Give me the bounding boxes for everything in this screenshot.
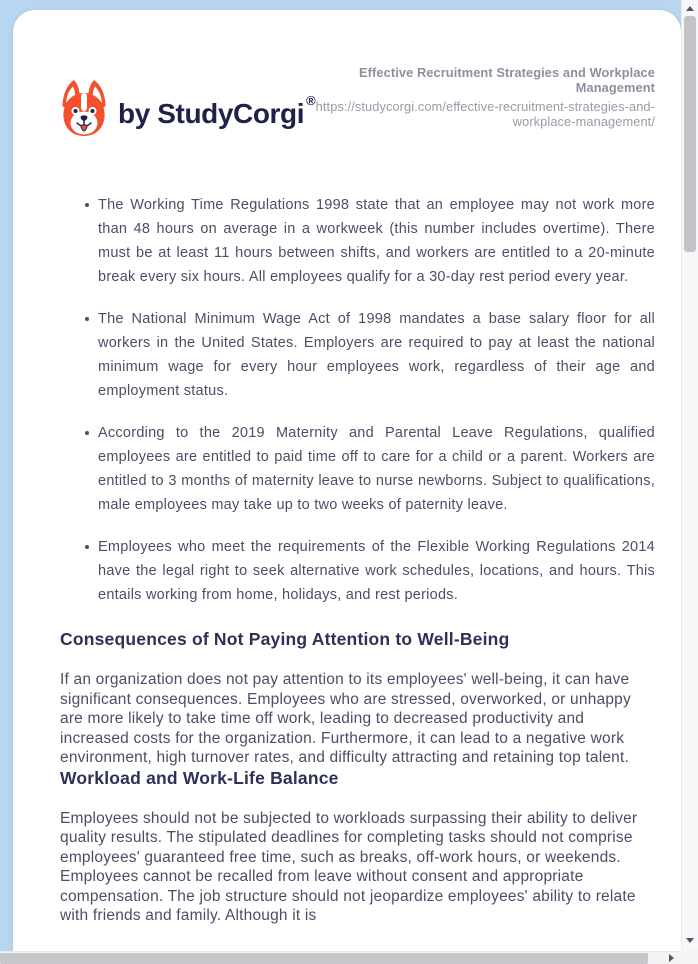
horizontal-scrollbar-thumb[interactable] xyxy=(0,953,648,964)
studycorgi-logo xyxy=(60,72,315,143)
horizontal-scrollbar[interactable] xyxy=(0,951,681,964)
section-heading: Consequences of Not Paying Attention to Well-Being xyxy=(60,629,510,649)
document-meta xyxy=(315,66,655,129)
regulations-bullet-list xyxy=(60,193,655,607)
brand-text: by StudyCorgi ® xyxy=(118,93,316,129)
list-item: The National Minimum Wage Act of 1998 mandates a base salary floor for all workers in the United States. Employers are required to pay at least the national minimum wage for every hour employees work, regardless of their age and employment status. xyxy=(60,307,655,403)
section-paragraph: Employees should not be subjected to workloads surpassing their ability to deliver quality results. The stipulated deadlines for completing tasks should not comprise employees' guaranteed free time, such as breaks, off-work hours, or weekends. Employees cannot be recalled from leave without consent and appropriate compensation. The job structure should not jeopardize employees' ability to relate with friends and family. Although it is xyxy=(60,809,638,924)
corgi-dog-icon xyxy=(60,79,108,137)
document-url: https://studycorgi.com/effective-recruitment-strategies-and-workplace-management/ xyxy=(315,99,655,129)
registered-mark: ® xyxy=(306,93,316,108)
list-item: Employees who meet the requirements of the Flexible Working Regulations 2014 have the legal right to seek alternative work schedules, locations, and hours. This entails working from home, holidays, and rest periods. xyxy=(60,535,655,607)
scroll-right-button[interactable] xyxy=(663,952,679,964)
section-paragraph: If an organization does not pay attention to its employees' well-being, it can have significant consequences. Employees who are stressed, overworked, or unhappy are more likely to take time off work, leading to decreased productivity and increased costs for the organization. Furthermore, it can lead to a negative work environment, high turnover rates, and difficulty attracting and retaining top talent. xyxy=(60,671,631,766)
list-item: The Working Time Regulations 1998 state that an employee may not work more than 48 hours on average in a workweek (this number includes overtime). There must be at least 11 hours between shifts, and workers are entitled to a 20-minute break every six hours. All employees qualify for a 30-day rest period every year. xyxy=(60,193,655,289)
document-body xyxy=(13,143,681,926)
arrow-right-icon xyxy=(669,954,674,962)
scroll-down-button[interactable] xyxy=(682,932,698,948)
list-item: According to the 2019 Maternity and Parental Leave Regulations, qualified employees are entitled to paid time off to care for a child or a parent. Workers are entitled to 3 months of maternity leave to nurse newborns. Subject to qualifications, male employees may take up to two weeks of paternity leave. xyxy=(60,421,655,517)
vertical-scrollbar-thumb[interactable] xyxy=(684,16,696,252)
section-heading: Workload and Work-Life Balance xyxy=(60,767,339,788)
section-workload xyxy=(60,768,655,926)
document-title: Effective Recruitment Strategies and Workplace Management xyxy=(359,65,655,95)
section-well-being xyxy=(60,629,655,768)
arrow-up-icon xyxy=(686,6,694,11)
vertical-scrollbar[interactable] xyxy=(681,0,698,948)
document-header xyxy=(13,10,681,143)
document-card xyxy=(13,10,681,951)
arrow-down-icon xyxy=(686,938,694,943)
scroll-up-button[interactable] xyxy=(682,0,698,16)
scrollbar-corner xyxy=(681,948,698,964)
